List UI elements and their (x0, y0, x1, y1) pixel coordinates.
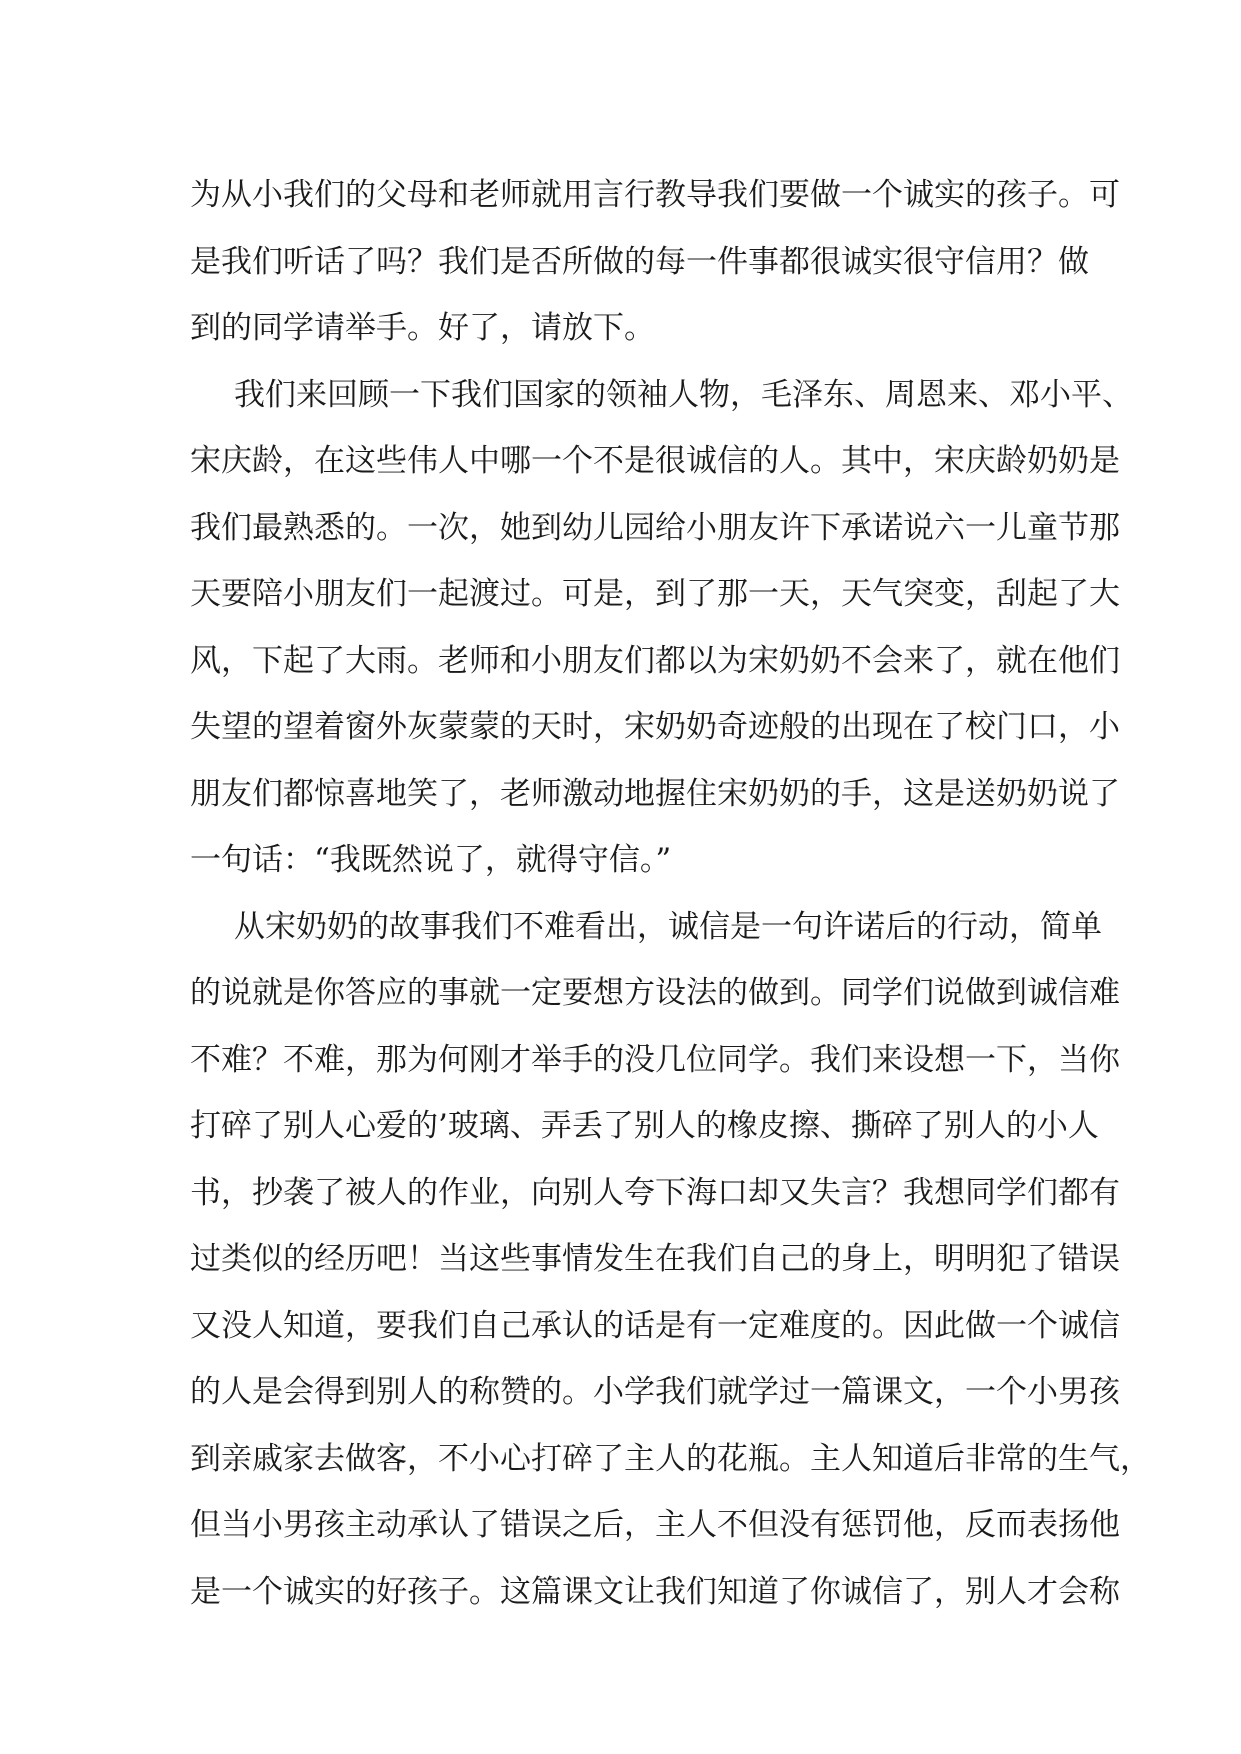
document-body (190, 162, 1151, 1625)
text-line: 风，下起了大雨。老师和小朋友们都以为宋奶奶不会来了，就在他们 (190, 642, 1120, 679)
text-line: 我们来回顾一下我们国家的领袖人物，毛泽东、周恩来、邓小平、 (234, 376, 1133, 413)
text-line: 打碎了别人心爱的’玻璃、弄丢了别人的橡皮擦、撕碎了别人的小人 (190, 1108, 1099, 1144)
text-line: 但当小男孩主动承认了错误之后，主人不但没有惩罚他，反而表扬他 (190, 1507, 1120, 1543)
text-line: 失望的望着窗外灰蒙蒙的天时，宋奶奶奇迹般的出现在了校门口，小 (190, 709, 1120, 745)
text-line: 的人是会得到别人的称赞的。小学我们就学过一篇课文，一个小男孩 (190, 1374, 1120, 1410)
text-line: 到亲戚家去做客，不小心打碎了主人的花瓶。主人知道后非常的生气， (190, 1440, 1151, 1477)
text-line: 不难？不难，那为何刚才举手的没几位同学。我们来设想一下，当你 (190, 1041, 1120, 1078)
text-line: 的说就是你答应的事就一定要想方设法的做到。同学们说做到诚信难 (190, 975, 1120, 1011)
text-line: 宋庆龄，在这些伟人中哪一个不是很诚信的人。其中，宋庆龄奶奶是 (190, 443, 1120, 479)
text-line: 又没人知道，要我们自己承认的话是有一定难度的。因此做一个诚信 (190, 1307, 1120, 1344)
text-line: 我们最熟悉的。一次，她到幼儿园给小朋友许下承诺说六一儿童节那 (190, 509, 1120, 546)
text-line: 是一个诚实的好孩子。这篇课文让我们知道了你诚信了，别人才会称 (190, 1573, 1120, 1610)
text-line: 书，抄袭了被人的作业，向别人夸下海口却又失言？我想同学们都有 (190, 1174, 1120, 1211)
text-line: 为从小我们的父母和老师就用言行教导我们要做一个诚实的孩子。可 (190, 177, 1120, 213)
text-line: 天要陪小朋友们一起渡过。可是，到了那一天，天气突变，刮起了大 (190, 576, 1120, 612)
text-line: 到的同学请举手。好了，请放下。 (190, 310, 655, 346)
text-line: 从宋奶奶的故事我们不难看出，诚信是一句许诺后的行动，简单 (234, 908, 1102, 945)
text-line: 一句话：“我既然说了，就得守信。” (190, 842, 672, 878)
text-line: 过类似的经历吧！当这些事情发生在我们自己的身上，明明犯了错误 (190, 1241, 1120, 1277)
text-line: 朋友们都惊喜地笑了，老师激动地握住宋奶奶的手，这是送奶奶说了 (190, 775, 1120, 812)
text-line: 是我们听话了吗？我们是否所做的每一件事都很诚实很守信用？做 (190, 243, 1089, 280)
